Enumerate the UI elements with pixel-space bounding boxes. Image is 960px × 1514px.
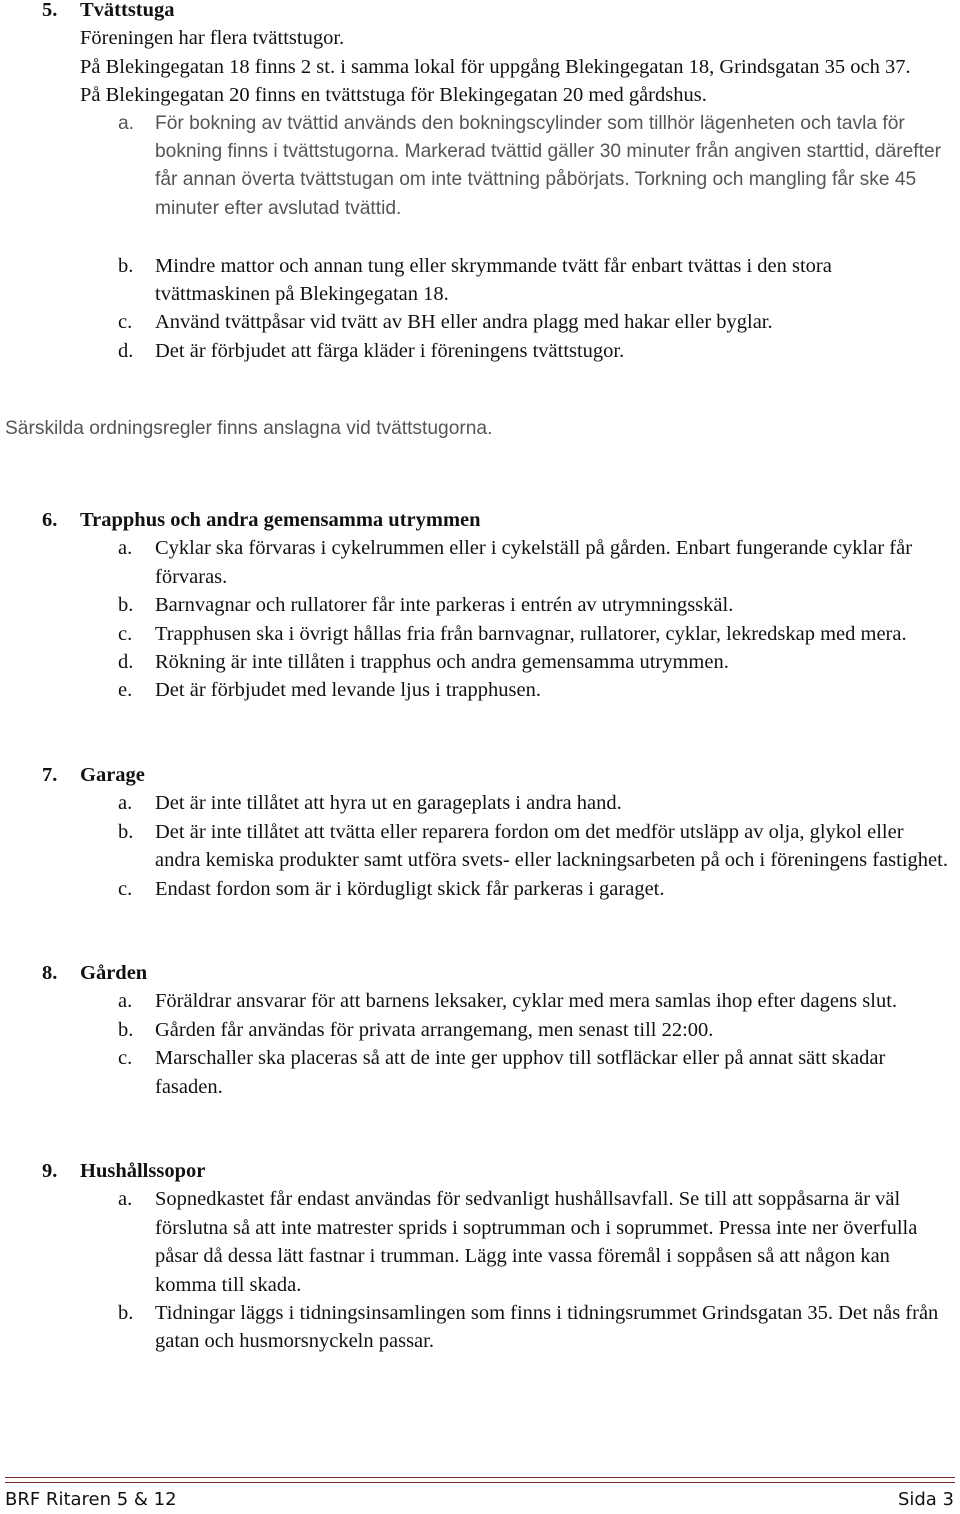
item-text: Gården får användas för privata arrangemang, men senast till 22:00. — [155, 1018, 714, 1041]
item-label: b. — [118, 254, 134, 277]
footer-association-name: BRF Ritaren 5 & 12 — [5, 1489, 177, 1510]
list-item — [0, 308, 960, 336]
list-item — [0, 591, 960, 619]
item-label: a. — [118, 792, 133, 815]
section-number: 7. — [42, 764, 58, 786]
section-number: 5. — [42, 0, 58, 21]
section-title: Hushållssopor — [80, 1160, 206, 1182]
item-text: Tidningar läggs i tidningsinsamlingen som finns i tidningsrummet Grindsgatan 35. Det nås från gatan och husmorsnyckeln passar. — [155, 1302, 939, 1353]
list-item — [0, 620, 960, 648]
item-label: b. — [118, 1018, 134, 1041]
item-text: Barnvagnar och rullatorer får inte parkeras i entrén av utrymningsskäl. — [155, 594, 734, 617]
list-item — [0, 875, 960, 903]
section-number: 8. — [42, 962, 58, 984]
item-label: c. — [118, 622, 133, 645]
item-text: Rökning är inte tillåten i trapphus och andra gemensamma utrymmen. — [155, 651, 729, 674]
item-label: a. — [118, 990, 133, 1013]
section-5 — [0, 0, 960, 365]
item-label: a. — [118, 1188, 133, 1211]
list-item — [0, 1185, 960, 1299]
list-item — [0, 648, 960, 676]
item-label: e. — [118, 679, 133, 702]
item-label: b. — [118, 594, 134, 617]
section-heading — [0, 1157, 960, 1185]
section-title: Garage — [80, 764, 145, 786]
item-text: Cyklar ska förvaras i cykelrummen eller i cykelställ på gården. Enbart fungerande cyklar får förvaras. — [155, 537, 913, 588]
section-title: Gården — [80, 962, 148, 984]
section-heading — [0, 761, 960, 789]
footer-divider — [5, 1477, 955, 1483]
rule-list — [0, 987, 960, 1101]
section-number: 9. — [42, 1160, 58, 1182]
section-7 — [0, 761, 960, 903]
item-text: Marschaller ska placeras så att de inte ger upphov till sotfläckar eller på annat sätt skadar fasaden. — [155, 1047, 886, 1098]
section-title: Trapphus och andra gemensamma utrymmen — [80, 509, 481, 531]
item-text: Använd tvättpåsar vid tvätt av BH eller andra plagg med hakar eller byglar. — [155, 311, 773, 334]
section-number: 6. — [42, 509, 58, 531]
section-heading — [0, 0, 960, 24]
list-item — [0, 987, 960, 1015]
item-label: b. — [118, 1302, 134, 1325]
item-label: a. — [118, 112, 135, 134]
list-item — [0, 110, 960, 224]
list-item — [0, 1044, 960, 1101]
item-text: Föräldrar ansvarar för att barnens leksaker, cyklar med mera samlas ihop efter dagens slut. — [155, 990, 898, 1013]
item-label: d. — [118, 339, 134, 362]
intro-line: Föreningen har flera tvättstugor. — [80, 27, 345, 50]
rule-list — [0, 534, 960, 704]
item-text: Det är inte tillåtet att tvätta eller reparera fordon om det medför utsläpp av olja, glykol eller andra kemiska produkter samt utföra svets- eller lackningsarbeten på och i föreningens fastighet. — [155, 820, 948, 872]
list-item — [0, 534, 960, 591]
intro-line: På Blekingegatan 20 finns en tvättstuga för Blekingegatan 20 med gårdshus. — [80, 84, 707, 107]
laundry-note: Särskilda ordningsregler finns anslagna vid tvättstugorna. — [5, 418, 493, 439]
item-text: Sopnedkastet får endast användas för sedvanligt hushållsavfall. Se till att soppåsarna är väl förslutna så att inte matrester sprids i soptrumman och i soprummet. Pressa inte ner överfulla påsar då dessa lätt fastnar i trumman. Lägg inte vassa föremål i soppåsen så att någon kan komma till skada. — [155, 1188, 918, 1296]
item-label: c. — [118, 1047, 133, 1070]
item-label: d. — [118, 651, 134, 674]
item-text: Det är förbjudet att färga kläder i föreningens tvättstugor. — [155, 339, 625, 362]
rule-list — [0, 110, 960, 366]
item-label: c. — [118, 311, 133, 334]
section-heading — [0, 959, 960, 987]
section-title: Tvättstuga — [80, 0, 175, 21]
footer-page-number: Sida 3 — [897, 1489, 954, 1510]
intro-line: På Blekingegatan 18 finns 2 st. i samma lokal för uppgång Blekingegatan 18, Grindsgatan 35 och 37. — [80, 55, 911, 78]
item-label: c. — [118, 877, 133, 900]
item-text: Trapphusen ska i övrigt hållas fria från barnvagnar, rullatorer, cyklar, lekredskap med mera. — [155, 622, 907, 645]
list-item — [0, 1299, 960, 1356]
section-heading — [0, 506, 960, 534]
item-text: Mindre mattor och annan tung eller skrymmande tvätt får enbart tvättas i den stora tvättmaskinen på Blekingegatan 18. — [155, 254, 832, 306]
rule-list — [0, 789, 960, 903]
list-item — [0, 789, 960, 817]
item-text: För bokning av tvättid används den bokningscylinder som tillhör lägenheten och tavla för bokning finns i tvättstugorna. Markerad tvättid gäller 30 minuter från angiven starttid, därefter får annan överta tvättstugan om inte tvättning påbörjats. Torkning och mangling får ske 45 minuter efter avslutad tvättid. — [155, 112, 942, 219]
section-8 — [0, 959, 960, 1101]
section-9 — [0, 1157, 960, 1356]
section-6 — [0, 506, 960, 705]
rule-list — [0, 1185, 960, 1355]
list-item — [0, 252, 960, 309]
item-text: Det är inte tillåtet att hyra ut en garageplats i andra hand. — [155, 792, 622, 815]
item-label: b. — [118, 820, 134, 843]
list-item — [0, 337, 960, 365]
section-intro — [80, 24, 950, 109]
item-label: a. — [118, 537, 133, 560]
item-text: Det är förbjudet med levande ljus i trapphusen. — [155, 679, 541, 702]
item-text: Endast fordon som är i kördugligt skick får parkeras i garaget. — [155, 877, 665, 900]
list-item — [0, 818, 960, 875]
list-item — [0, 676, 960, 704]
list-item — [0, 1016, 960, 1044]
